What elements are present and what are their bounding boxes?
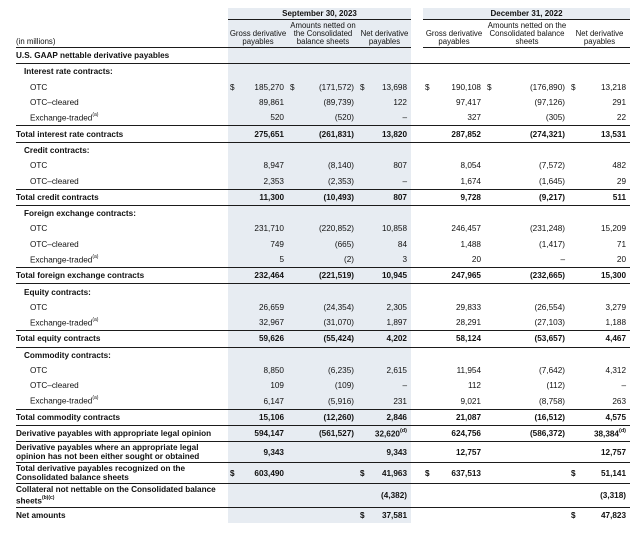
row-label-text: Exchange-traded	[30, 113, 93, 123]
value-cell: 624,756	[423, 426, 485, 442]
value-cell	[423, 284, 485, 300]
value-cell: (8,140)	[288, 158, 358, 173]
value-cell	[485, 347, 569, 363]
value-cell	[485, 508, 569, 524]
value-cell: 21,087	[423, 409, 485, 425]
col-net-1: Net derivative payables	[358, 20, 411, 48]
row-label	[16, 409, 228, 425]
row-label-text: Total interest rate contracts	[16, 129, 124, 139]
value-cell: –	[358, 173, 411, 189]
row-label-text: Commodity contracts:	[24, 350, 111, 360]
value-cell	[358, 64, 411, 80]
value-cell: 9,021	[460, 396, 481, 406]
row-label-text: Total credit contracts	[16, 192, 99, 202]
value-cell: 15,209	[600, 224, 627, 234]
currency-symbol: $	[360, 511, 365, 521]
table-row	[16, 300, 630, 315]
value-cell	[358, 284, 411, 300]
row-label	[16, 189, 228, 205]
value-cell	[485, 48, 569, 64]
value-cell	[228, 48, 288, 64]
table-row	[16, 284, 630, 300]
value-cell	[423, 48, 485, 64]
value-cell	[358, 142, 411, 158]
table-row	[16, 331, 630, 347]
value-cell: 2,615	[358, 363, 411, 378]
value-cell	[288, 463, 358, 484]
currency-symbol: $	[571, 468, 576, 478]
value-cell	[228, 64, 288, 80]
value-cell: 1,188	[605, 318, 627, 328]
row-label-text: OTC–cleared	[30, 176, 79, 186]
units-label: (in millions)	[16, 20, 228, 48]
value-cell	[228, 142, 288, 158]
value-cell: –	[560, 255, 565, 264]
value-cell: 22	[616, 113, 627, 123]
value-cell: 9,728	[423, 189, 485, 205]
value-cell: 71	[616, 239, 627, 249]
row-label-text: OTC–cleared	[30, 98, 79, 108]
row-label	[16, 508, 228, 524]
value-cell	[569, 48, 630, 64]
value-cell: (7,572)	[539, 161, 565, 171]
value-cell: 8,850	[228, 363, 288, 378]
value-cell: (16,512)	[485, 409, 569, 425]
value-cell	[423, 205, 485, 221]
value-cell: $ 37,581	[358, 508, 411, 524]
value-cell: 15,300	[569, 268, 630, 284]
row-label-text: Equity contracts:	[24, 287, 91, 297]
table-row	[16, 315, 630, 331]
value-cell: (220,852)	[288, 221, 358, 236]
value-cell: (231,248)	[529, 224, 565, 234]
currency-symbol: $	[487, 82, 492, 92]
row-label-text: Total commodity contracts	[16, 412, 121, 422]
period-header-sep-2023: September 30, 2023	[228, 8, 411, 20]
value-cell: 59,626	[228, 331, 288, 347]
value-cell	[423, 484, 485, 508]
row-label-text: Collateral not nettable on the Consolidated balance sheets	[16, 485, 216, 506]
value-cell: 112	[467, 381, 481, 391]
value-cell: 1,674	[460, 176, 481, 186]
table-row	[16, 463, 630, 484]
value-cell: 2,846	[358, 409, 411, 425]
value-cell: 11,954	[456, 366, 481, 376]
value-cell	[569, 142, 630, 158]
value-cell: 511	[569, 189, 630, 205]
table-row	[16, 205, 630, 221]
row-label	[16, 48, 228, 64]
row-label	[16, 237, 228, 252]
value-cell: 15,106	[228, 409, 288, 425]
value-cell: 231	[358, 394, 411, 410]
value-cell: 2,353	[228, 173, 288, 189]
col-gross-2: Gross derivative payables	[423, 20, 485, 48]
row-label	[16, 426, 228, 442]
currency-symbol: $	[425, 82, 430, 92]
value-cell	[358, 347, 411, 363]
row-label-text: Total equity contracts	[16, 334, 101, 344]
value-cell: (261,831)	[288, 126, 358, 142]
value-cell: (9,217)	[485, 189, 569, 205]
row-label-text: OTC	[30, 82, 48, 92]
value-cell: (232,665)	[485, 268, 569, 284]
value-cell: (4,382)	[358, 484, 411, 508]
value-cell: (305)	[545, 113, 565, 123]
row-label-text: Exchange-traded	[30, 255, 93, 265]
row-label	[16, 442, 228, 463]
value-cell: (1,417)	[539, 239, 565, 249]
value-cell	[288, 64, 358, 80]
value-cell: $ 190,108	[425, 82, 481, 92]
value-cell: 32,967	[228, 315, 288, 331]
footnote-ref: (a)	[92, 316, 99, 323]
value-cell: (6,235)	[288, 363, 358, 378]
value-cell: (53,657)	[485, 331, 569, 347]
row-label-text: Derivative payables where an appropriate legal opinion has not been either sought or obtained	[16, 443, 200, 461]
value-cell: 3	[358, 252, 411, 268]
row-label-text: OTC–cleared	[30, 381, 79, 391]
row-label-text: OTC	[30, 224, 48, 234]
value-cell: 26,659	[228, 300, 288, 315]
table-row	[16, 189, 630, 205]
value-cell: 8,947	[228, 158, 288, 173]
row-label	[16, 363, 228, 378]
value-cell: 4,202	[358, 331, 411, 347]
value-cell: 13,820	[358, 126, 411, 142]
value-cell	[228, 284, 288, 300]
value-cell	[485, 142, 569, 158]
col-netted-1: Amounts netted on the Consolidated balance sheets	[288, 20, 358, 48]
value-cell: 84	[358, 237, 411, 252]
value-cell	[423, 347, 485, 363]
value-cell: 1,488	[460, 239, 481, 249]
value-cell: (31,070)	[288, 315, 358, 331]
footnote-ref: (a)	[92, 111, 99, 118]
value-cell: (8,758)	[539, 396, 565, 406]
value-cell	[288, 442, 358, 463]
value-cell: $ 41,963	[358, 463, 411, 484]
value-cell: (665)	[288, 237, 358, 252]
value-cell: 482	[612, 161, 627, 171]
value-cell	[288, 284, 358, 300]
value-cell: (27,103)	[534, 318, 565, 328]
row-label	[16, 463, 228, 484]
row-label	[16, 158, 228, 173]
value-cell: $ 13,218	[571, 82, 627, 92]
table-row	[16, 173, 630, 189]
footnote-ref: (a)	[92, 253, 99, 260]
table-row	[16, 426, 630, 442]
value-cell: $ 51,141	[569, 463, 630, 484]
value-cell: 1,897	[358, 315, 411, 331]
value-cell: 275,651	[228, 126, 288, 142]
value-cell	[485, 284, 569, 300]
footnote-ref: (a)	[92, 395, 99, 402]
row-label	[16, 126, 228, 142]
value-cell: (12,260)	[288, 409, 358, 425]
value-cell: 231,710	[228, 221, 288, 236]
value-cell: 89,861	[228, 95, 288, 110]
value-cell: $ 185,270	[228, 80, 288, 95]
value-cell: 4,575	[569, 409, 630, 425]
value-cell: 32,620$^{(d)}$	[358, 426, 411, 442]
row-label-text: Foreign exchange contracts:	[24, 209, 136, 219]
row-label-text: Total foreign exchange contracts	[16, 271, 145, 281]
value-cell	[288, 347, 358, 363]
value-cell: 4,312	[605, 366, 627, 376]
value-cell: 8,054	[460, 161, 481, 171]
table-row	[16, 64, 630, 80]
value-cell: 287,852	[423, 126, 485, 142]
value-cell: 10,858	[358, 221, 411, 236]
value-cell: 9,343	[228, 442, 288, 463]
row-label	[16, 205, 228, 221]
table-row	[16, 363, 630, 378]
table-row	[16, 378, 630, 393]
value-cell: 807	[358, 158, 411, 173]
row-label-text: U.S. GAAP nettable derivative payables	[16, 51, 170, 61]
value-cell	[288, 205, 358, 221]
row-label	[16, 315, 228, 331]
value-cell: 263	[612, 396, 627, 406]
value-cell	[485, 463, 569, 484]
row-label	[16, 268, 228, 284]
row-label	[16, 173, 228, 189]
value-cell	[569, 347, 630, 363]
value-cell: 29,833	[455, 302, 481, 312]
value-cell: 291	[612, 98, 627, 108]
value-cell: 2,305	[358, 300, 411, 315]
table-row	[16, 48, 630, 64]
value-cell	[485, 484, 569, 508]
value-cell: 13,531	[569, 126, 630, 142]
value-cell: 122	[358, 95, 411, 110]
value-cell	[569, 64, 630, 80]
row-label-text: Total derivative payables recognized on the Consolidated balance sheets	[16, 464, 186, 482]
value-cell: –	[621, 381, 627, 391]
value-cell: 29	[616, 176, 627, 186]
value-cell: 58,124	[423, 331, 485, 347]
table-row	[16, 142, 630, 158]
table-row	[16, 347, 630, 363]
value-cell	[288, 508, 358, 524]
row-label-text: OTC	[30, 366, 48, 376]
value-cell: (109)	[288, 378, 358, 393]
table-row	[16, 268, 630, 284]
value-cell: (5,916)	[288, 394, 358, 410]
value-cell: 807	[358, 189, 411, 205]
row-label	[16, 484, 228, 508]
table-row	[16, 126, 630, 142]
value-cell: 3,279	[605, 302, 627, 312]
row-label	[16, 64, 228, 80]
value-cell: 749	[228, 237, 288, 252]
row-label	[16, 80, 228, 95]
value-cell: (10,493)	[288, 189, 358, 205]
currency-symbol: $	[290, 82, 295, 92]
row-label	[16, 95, 228, 110]
value-cell	[228, 205, 288, 221]
value-cell: 12,757	[423, 442, 485, 463]
footnote-ref: (d)	[618, 427, 627, 434]
value-cell: (2)	[288, 252, 358, 268]
value-cell: (55,424)	[288, 331, 358, 347]
row-label	[16, 221, 228, 236]
derivative-payables-table	[16, 8, 630, 523]
row-label	[16, 378, 228, 393]
value-cell	[288, 484, 358, 508]
value-cell	[423, 142, 485, 158]
row-label	[16, 252, 228, 268]
value-cell	[423, 508, 485, 524]
col-net-2: Net derivative payables	[569, 20, 630, 48]
value-cell: (274,321)	[485, 126, 569, 142]
table-body	[16, 48, 630, 524]
value-cell	[358, 205, 411, 221]
value-cell: (112)	[546, 381, 565, 391]
value-cell: 5	[228, 252, 288, 268]
value-cell: 246,457	[451, 224, 481, 234]
row-label	[16, 142, 228, 158]
row-label-text: Interest rate contracts:	[24, 67, 113, 77]
currency-symbol: $	[571, 511, 576, 521]
value-cell: 11,300	[228, 189, 288, 205]
value-cell	[485, 64, 569, 80]
value-cell: 520	[228, 110, 288, 126]
value-cell	[485, 205, 569, 221]
row-label-text: OTC	[30, 161, 48, 171]
currency-symbol: $	[571, 82, 576, 92]
value-cell: 10,945	[358, 268, 411, 284]
value-cell: 9,343	[358, 442, 411, 463]
value-cell: (520)	[288, 110, 358, 126]
value-cell	[288, 48, 358, 64]
value-cell	[228, 508, 288, 524]
row-label	[16, 284, 228, 300]
value-cell	[228, 347, 288, 363]
value-cell: $ 603,490	[228, 463, 288, 484]
currency-symbol: $	[230, 82, 235, 92]
value-cell: $ 47,823	[569, 508, 630, 524]
value-cell: (24,354)	[288, 300, 358, 315]
currency-symbol: $	[360, 82, 365, 92]
col-gross-1: Gross derivative payables	[228, 20, 288, 48]
value-cell	[358, 48, 411, 64]
value-cell: (221,519)	[288, 268, 358, 284]
currency-symbol: $	[425, 468, 430, 478]
value-cell	[569, 205, 630, 221]
value-cell: (89,739)	[288, 95, 358, 110]
row-label-text: Credit contracts:	[24, 145, 90, 155]
row-label-text: Exchange-traded	[30, 318, 93, 328]
table-row	[16, 237, 630, 252]
value-cell	[228, 484, 288, 508]
value-cell: $ (176,890)	[487, 82, 565, 92]
row-label	[16, 300, 228, 315]
table-row	[16, 80, 630, 95]
table-row	[16, 252, 630, 268]
value-cell: 97,417	[455, 98, 481, 108]
footnote-ref: (d)	[399, 427, 407, 434]
value-cell: 327	[467, 113, 481, 123]
currency-symbol: $	[360, 468, 365, 478]
value-cell: $ 637,513	[423, 463, 485, 484]
table-row	[16, 442, 630, 463]
value-cell: 12,757	[569, 442, 630, 463]
value-cell: $ 13,698	[358, 80, 411, 95]
value-cell: 594,147	[228, 426, 288, 442]
value-cell: 20	[471, 255, 481, 264]
value-cell: (561,527)	[288, 426, 358, 442]
table-row	[16, 221, 630, 236]
value-cell: (7,642)	[539, 366, 565, 376]
row-label-text: Exchange-traded	[30, 397, 93, 407]
value-cell: –	[358, 378, 411, 393]
value-cell: 4,467	[569, 331, 630, 347]
value-cell: 38,384$^{(d)}$	[569, 426, 630, 442]
value-cell: –	[358, 110, 411, 126]
row-label-text: Net amounts	[16, 511, 66, 521]
table-row	[16, 484, 630, 508]
value-cell: 6,147	[228, 394, 288, 410]
table-row	[16, 110, 630, 126]
period-header-dec-2022: December 31, 2022	[423, 8, 630, 20]
value-cell: (3,318)	[569, 484, 630, 508]
row-label	[16, 110, 228, 126]
col-netted-2: Amounts netted on the Consolidated balance sheets	[485, 20, 569, 48]
row-label-text: OTC–cleared	[30, 239, 79, 249]
value-cell: 28,291	[455, 318, 481, 328]
currency-symbol: $	[230, 468, 235, 478]
row-label	[16, 394, 228, 410]
value-cell	[485, 442, 569, 463]
table-row	[16, 394, 630, 410]
value-cell	[423, 64, 485, 80]
value-cell: 247,965	[423, 268, 485, 284]
value-cell	[569, 284, 630, 300]
table-row	[16, 158, 630, 173]
footnote-ref: (b)(c)	[41, 494, 55, 501]
value-cell: 20	[616, 255, 627, 264]
value-cell: 109	[228, 378, 288, 393]
table-row	[16, 409, 630, 425]
row-label-text: OTC	[30, 302, 48, 312]
value-cell: $ (171,572)	[288, 80, 358, 95]
row-label	[16, 331, 228, 347]
value-cell	[288, 142, 358, 158]
table-row	[16, 95, 630, 110]
value-cell: (1,645)	[539, 176, 565, 186]
row-label	[16, 347, 228, 363]
table-row	[16, 508, 630, 524]
value-cell: (586,372)	[485, 426, 569, 442]
value-cell: (2,353)	[288, 173, 358, 189]
value-cell: (26,554)	[534, 302, 565, 312]
value-cell: 232,464	[228, 268, 288, 284]
value-cell: (97,126)	[534, 98, 565, 108]
row-label-text: Derivative payables with appropriate legal opinion	[16, 429, 212, 439]
